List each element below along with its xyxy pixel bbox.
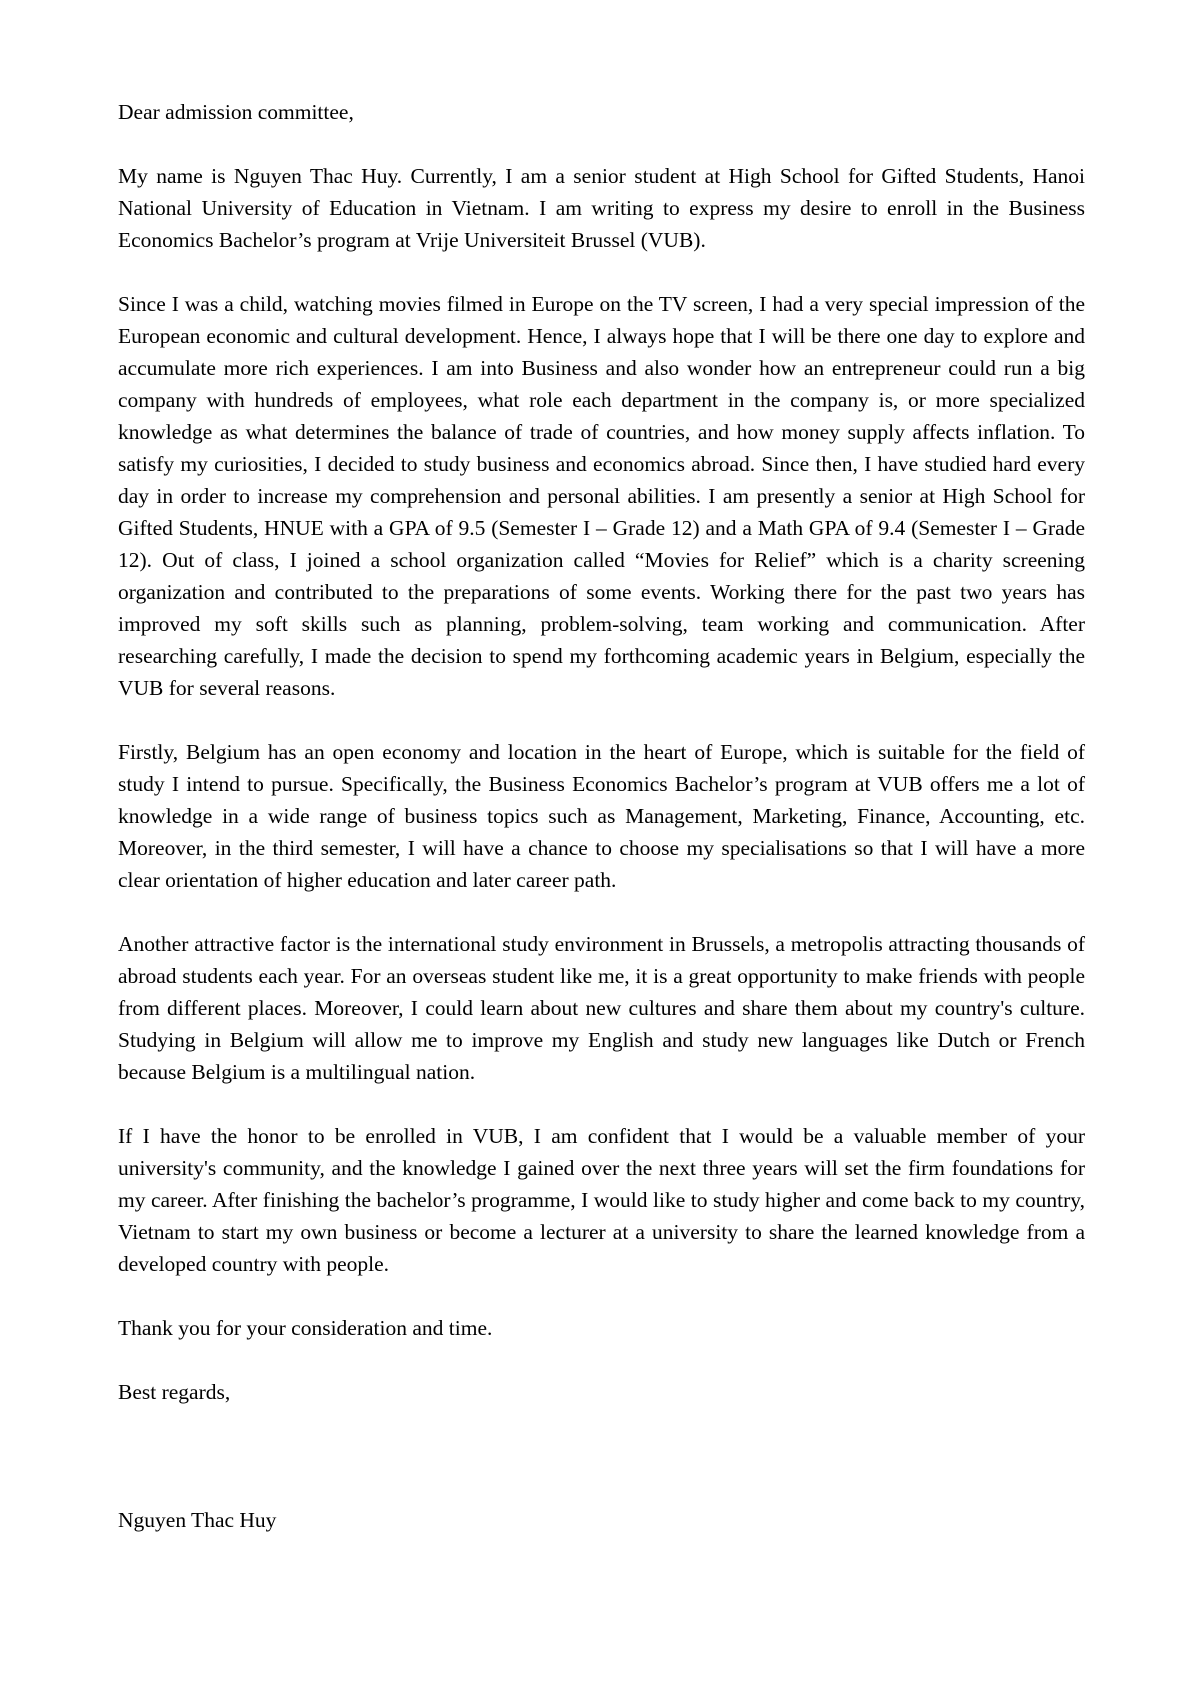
paragraph-introduction: My name is Nguyen Thac Huy. Currently, I am a senior student at High School for Gifted Students, Hanoi National University of Education in Vietnam. I am writing to express my desire to enroll in the Business Economics Bachelor’s program at Vrije Universiteit Brussel (VUB). (118, 164, 1085, 252)
closing-regards: Best regards, (118, 1380, 231, 1404)
paragraph-belgium-program: Firstly, Belgium has an open economy and location in the heart of Europe, which is suitable for the field of study I intend to pursue. Specifically, the Business Economics Bachelor’s program at VUB offers me a lot of knowledge in a wide range of business topics such as Management, Marketing, Finance, Accounting, etc. Moreover, in the third semester, I will have a chance to choose my specialisations so that I will have a more clear orientation of higher education and later career path. (118, 740, 1085, 892)
paragraph-motivation: Since I was a child, watching movies filmed in Europe on the TV screen, I had a very special impression of the European economic and cultural development. Hence, I always hope that I will be there one day to explore and accumulate more rich experiences. I am into Business and also wonder how an entrepreneur could run a big company with hundreds of employees, what role each department in the company is, or more specialized knowledge as what determines the balance of trade of countries, and how money supply affects inflation. To satisfy my curiosities, I decided to study business and economics abroad. Since then, I have studied hard every day in order to increase my comprehension and personal abilities. I am presently a senior at High School for Gifted Students, HNUE with a GPA of 9.5 (Semester I – Grade 12) and a Math GPA of 9.4 (Semester I – Grade 12). Out of class, I joined a school organization called “Movies for Relief” which is a charity screening organization and contributed to the preparations of some events. Working there for the past two years has improved my soft skills such as planning, problem-solving, team working and communication. After researching carefully, I made the decision to spend my forthcoming academic years in Belgium, especially the VUB for several reasons. (118, 292, 1085, 700)
salutation: Dear admission committee, (118, 100, 354, 124)
signature-name: Nguyen Thac Huy (118, 1508, 277, 1532)
paragraph-study-environment: Another attractive factor is the international study environment in Brussels, a metropolis attracting thousands of abroad students each year. For an overseas student like me, it is a great opportunity to make friends with people from different places. Moreover, I could learn about new cultures and share them about my country's culture. Studying in Belgium will allow me to improve my English and study new languages like Dutch or French because Belgium is a multilingual nation. (118, 932, 1085, 1084)
paragraph-future-plans: If I have the honor to be enrolled in VUB, I am confident that I would be a valuable member of your university's community, and the knowledge I gained over the next three years will set the firm foundations for my career. After finishing the bachelor’s programme, I would like to study higher and come back to my country, Vietnam to start my own business or become a lecturer at a university to share the learned knowledge from a developed country with people. (118, 1124, 1085, 1276)
closing-thanks: Thank you for your consideration and time. (118, 1316, 493, 1340)
